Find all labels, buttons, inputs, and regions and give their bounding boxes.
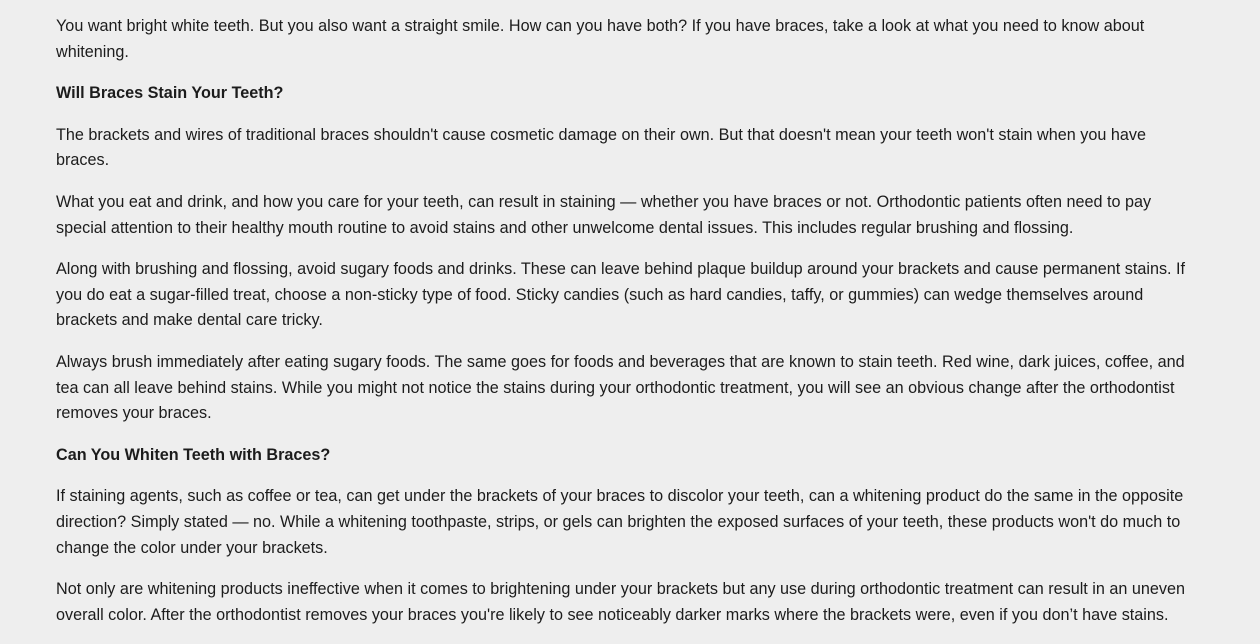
paragraph-staining-agents: If staining agents, such as coffee or tea, can get under the brackets of your braces to discolor your teeth, can a whitening product do the same in the opposite direction? Simply stated — no. While a whitening toothpaste, strips, or gels can brighten the exposed surfaces of your teeth, these products won't do much to change the color under your brackets. (56, 487, 1184, 557)
paragraph-sugary-foods: Along with brushing and flossing, avoid sugary foods and drinks. These can leave behind plaque buildup around your brackets and cause permanent stains. If you do eat a sugar-filled treat, choose a non-sticky type of food. Sticky candies (such as hard candies, taffy, or gummies) can wedge themselves around brackets and make dental care tricky. (56, 260, 1186, 330)
paragraph-eat-drink: What you eat and drink, and how you care for your teeth, can result in staining — whether you have braces or not. Orthodontic patients often need to pay special attention to their healthy mouth routine to avoid stains and other unwelcome dental issues. This includes regular brushing and flossing. (56, 192, 1152, 237)
article-body (56, 14, 1202, 644)
intro-paragraph: You want bright white teeth. But you also want a straight smile. How can you have both? If you have braces, take a look at what you need to know about whitening. (56, 17, 1145, 61)
section-heading-whiten: Can You Whiten Teeth with Braces? (56, 445, 331, 464)
paragraph-whitening-ineffective: Not only are whitening products ineffective when it comes to brightening under your brackets but any use during orthodontic treatment can result in an uneven overall color. After the orthodontist removes your braces you're likely to see noticeably darker marks where the brackets were, even if you don’t have stains. (56, 580, 1185, 624)
paragraph-brackets-wires: The brackets and wires of traditional braces shouldn't cause cosmetic damage on their own. But that doesn't mean your teeth won't stain when you have braces. (56, 125, 1146, 170)
section-heading-stain: Will Braces Stain Your Teeth? (56, 84, 284, 103)
paragraph-brush-immediately: Always brush immediately after eating sugary foods. The same goes for foods and beverages that are known to stain teeth. Red wine, dark juices, coffee, and tea can all leave behind stains. While you might not notice the stains during your orthodontic treatment, you will see an obvious change after the orthodontist removes your braces. (56, 352, 1185, 423)
